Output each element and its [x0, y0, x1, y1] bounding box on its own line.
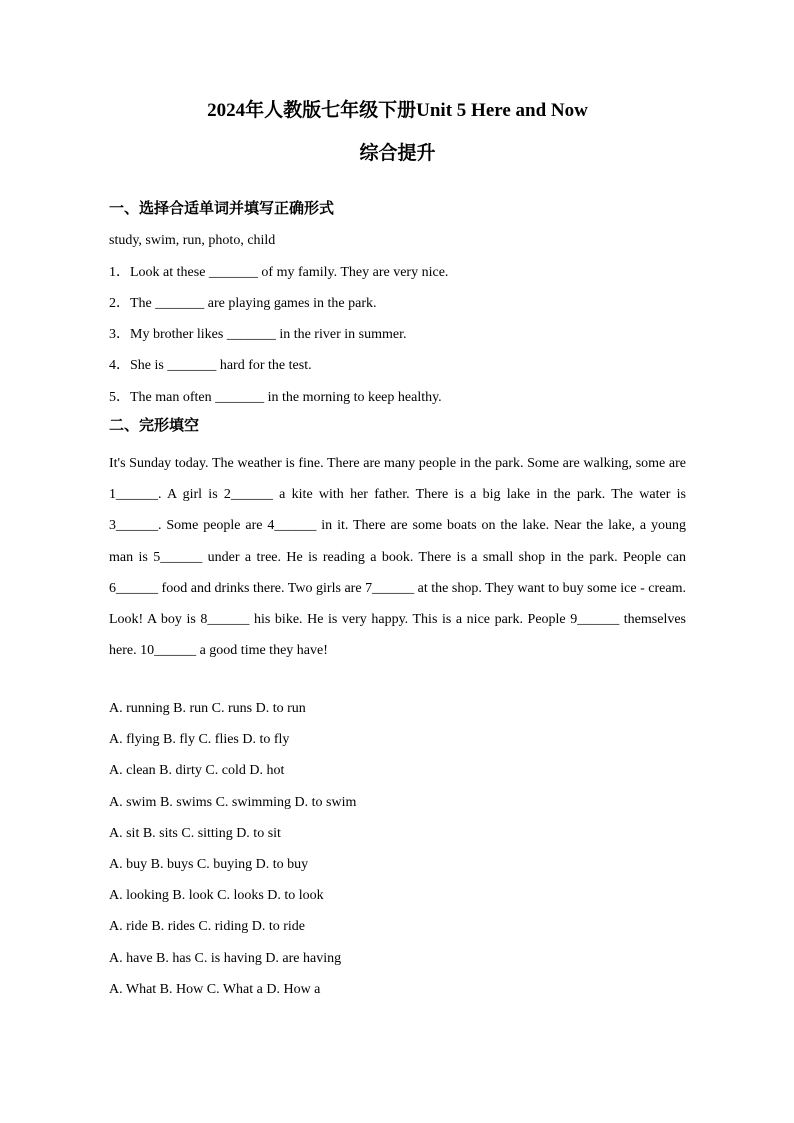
option-row-4: A. swim B. swims C. swimming D. to swim [109, 795, 357, 810]
option-row-8: A. ride B. rides C. riding D. to ride [109, 919, 305, 934]
option-row-9: A. have B. has C. is having D. are having [109, 951, 342, 966]
option-row-3: A. clean B. dirty C. cold D. hot [109, 763, 285, 778]
exercise-item-5: 5．The man often _______ in the morning to keep healthy. [109, 390, 442, 405]
section-1-heading: 一、选择合适单词并填写正确形式 [109, 201, 335, 217]
document-title: 2024年人教版七年级下册Unit 5 Here and Now [207, 100, 588, 121]
exercise-item-4: 4．She is _______ hard for the test. [109, 358, 312, 373]
option-row-1: A. running B. run C. runs D. to run [109, 701, 306, 716]
word-bank: study, swim, run, photo, child [109, 233, 276, 248]
option-row-10: A. What B. How C. What a D. How a [109, 982, 321, 997]
option-row-5: A. sit B. sits C. sitting D. to sit [109, 826, 281, 841]
option-row-7: A. looking B. look C. looks D. to look [109, 888, 324, 903]
document-subtitle: 综合提升 [359, 143, 436, 164]
option-row-2: A. flying B. fly C. flies D. to fly [109, 732, 290, 747]
section-2-heading: 二、完形填空 [109, 418, 200, 434]
exercise-item-1: 1．Look at these _______ of my family. They are very nice. [109, 265, 449, 280]
exercise-item-3: 3．My brother likes _______ in the river in summer. [109, 327, 407, 342]
option-row-6: A. buy B. buys C. buying D. to buy [109, 857, 309, 872]
cloze-passage: It's Sunday today. The weather is fine. There are many people in the park. Some are walking, some are 1______. A girl is 2______ a kite with her father. There is a big lake in the park. The water is 3______. Some people are 4______ in it. There are some boats on the lake. Near the lake, a young man is 5______ under a tree. He is reading a book. There is a small shop in the park. People can 6______ food and drinks there. Two girls are 7______ at the shop. They want to buy some ice - cream. Look! A boy is 8______ his bike. He is very happy. This is a nice park. People 9______ themselves here. 10______ a good time they have! [109, 456, 686, 659]
exercise-item-2: 2．The _______ are playing games in the park. [109, 296, 377, 311]
